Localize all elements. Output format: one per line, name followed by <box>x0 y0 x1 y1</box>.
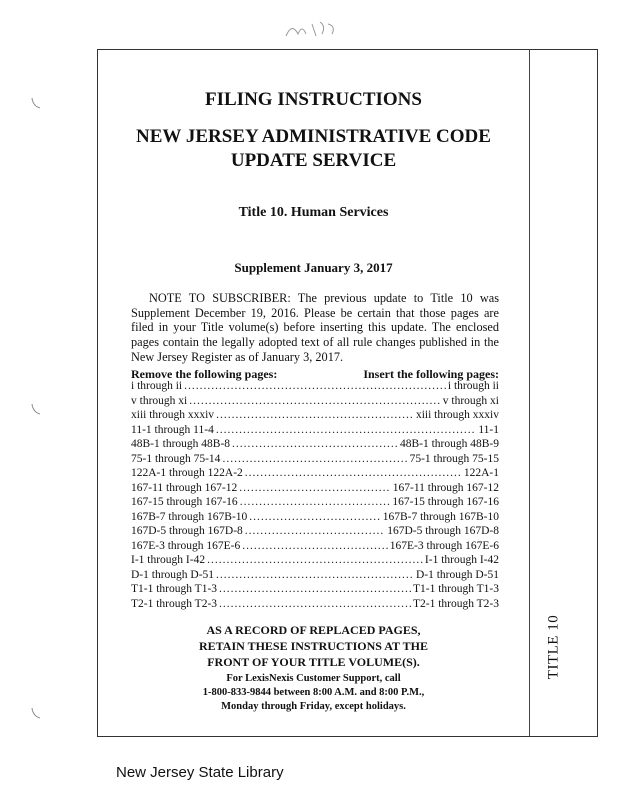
dot-leader <box>249 511 380 523</box>
remove-pages: D-1 through D-51 <box>131 568 215 581</box>
document-title: FILING INSTRUCTIONS <box>205 89 422 110</box>
remove-pages: T1-1 through T1-3 <box>131 583 218 595</box>
table-row <box>131 583 499 598</box>
remove-pages: T2-1 through T2-3 <box>131 597 218 610</box>
page-border-bottom <box>97 736 598 737</box>
insert-pages: 75-1 through 75-15 <box>409 452 499 465</box>
dot-leader <box>245 525 385 537</box>
dot-leader <box>240 496 391 508</box>
dot-leader <box>216 569 414 581</box>
page-border-top <box>97 49 598 50</box>
support-info <box>98 672 529 714</box>
table-row <box>131 569 499 584</box>
record-notice <box>98 622 529 670</box>
punch-hole-mark <box>30 706 42 720</box>
insert-pages: 167E-3 through 167E-6 <box>389 539 499 552</box>
remove-header: Remove the following pages: <box>131 367 278 381</box>
remove-pages: xiii through xxxiv <box>131 409 215 421</box>
dot-leader <box>184 380 446 392</box>
library-stamp: New Jersey State Library <box>116 764 284 781</box>
subscriber-note: NOTE TO SUBSCRIBER: The previous update to Title 10 was Supplement December 19, 2016. Please be certain that those pages are filed in your Title volume(s) before inserting this update. The enclosed pages contain the legally adopted text of all rule changes published in the New Jersey Register as of January 3, 2017. <box>131 291 499 364</box>
record-notice-line3: FRONT OF YOUR TITLE VOLUME(S). <box>207 655 420 669</box>
code-heading-line1: NEW JERSEY ADMINISTRATIVE CODE <box>136 126 491 147</box>
dot-leader <box>242 540 388 552</box>
table-row <box>131 380 499 395</box>
remove-pages: 167B-7 through 167B-10 <box>131 510 248 523</box>
handwritten-scribble <box>282 14 342 44</box>
table-row <box>131 395 499 410</box>
insert-pages: 167-11 through 167-12 <box>392 481 499 494</box>
table-row <box>131 467 499 482</box>
insert-pages: T1-1 through T1-3 <box>412 583 499 595</box>
support-line2: 1-800-833-9844 between 8:00 A.M. and 8:00 P.M., <box>202 687 425 698</box>
code-heading-line2: UPDATE SERVICE <box>230 150 397 171</box>
insert-pages: 167-15 through 167-16 <box>392 496 499 508</box>
insert-pages: 167B-7 through 167B-10 <box>382 510 499 523</box>
dot-leader <box>245 467 462 479</box>
insert-pages: D-1 through D-51 <box>415 568 499 581</box>
insert-pages: I-1 through I-42 <box>424 554 499 566</box>
remove-pages: 122A-1 through 122A-2 <box>131 467 243 479</box>
tab-divider-line <box>529 49 530 736</box>
insert-pages: xiii through xxxiv <box>415 409 499 421</box>
insert-pages: 48B-1 through 48B-9 <box>399 438 499 450</box>
insert-pages: 167D-5 through 167D-8 <box>387 525 499 537</box>
insert-pages: T2-1 through T2-3 <box>412 597 499 610</box>
remove-pages: 48B-1 through 48B-8 <box>131 438 231 450</box>
remove-pages: I-1 through I-42 <box>131 554 206 566</box>
table-row <box>131 511 499 526</box>
page-border-right <box>597 49 598 736</box>
insert-pages: 122A-1 <box>463 467 499 479</box>
punch-hole-mark <box>30 96 42 110</box>
dot-leader <box>232 438 398 450</box>
insert-pages: i through ii <box>447 380 499 392</box>
insert-header: Insert the following pages: <box>363 367 499 381</box>
remove-pages: 167E-3 through 167E-6 <box>131 539 241 552</box>
remove-pages: i through ii <box>131 380 183 392</box>
insert-pages: 11-1 <box>478 423 499 436</box>
table-row <box>131 482 499 497</box>
pages-table <box>131 380 499 612</box>
table-row <box>131 525 499 540</box>
remove-pages: 75-1 through 75-14 <box>131 452 221 465</box>
table-row <box>131 496 499 511</box>
record-notice-line1: AS A RECORD OF REPLACED PAGES, <box>206 623 421 637</box>
table-row <box>131 409 499 424</box>
dot-leader <box>207 554 423 566</box>
punch-hole-mark <box>30 402 42 416</box>
table-row <box>131 453 499 468</box>
dot-leader <box>219 583 411 595</box>
table-row <box>131 598 499 613</box>
table-row <box>131 424 499 439</box>
support-line1: For LexisNexis Customer Support, call <box>226 673 401 684</box>
dot-leader <box>189 395 441 407</box>
dot-leader <box>222 453 407 465</box>
dot-leader <box>219 598 411 610</box>
remove-pages: v through xi <box>131 394 188 407</box>
table-row <box>131 554 499 569</box>
remove-pages: 11-1 through 11-4 <box>131 423 214 436</box>
code-heading <box>98 125 529 173</box>
title-tab-label: TITLE 10 <box>545 614 562 680</box>
table-row <box>131 540 499 555</box>
title-tab <box>539 607 569 687</box>
dot-leader <box>216 409 414 421</box>
remove-pages: 167D-5 through 167D-8 <box>131 525 243 537</box>
title-subheading: Title 10. Human Services <box>238 205 389 220</box>
record-notice-line2: RETAIN THESE INSTRUCTIONS AT THE <box>199 639 428 653</box>
remove-pages: 167-11 through 167-12 <box>131 481 238 494</box>
table-row <box>131 438 499 453</box>
support-line3: Monday through Friday, except holidays. <box>221 701 406 712</box>
dot-leader <box>216 424 477 436</box>
remove-pages: 167-15 through 167-16 <box>131 496 238 508</box>
dot-leader <box>239 482 390 494</box>
insert-pages: v through xi <box>442 394 499 407</box>
supplement-date: Supplement January 3, 2017 <box>234 260 393 275</box>
